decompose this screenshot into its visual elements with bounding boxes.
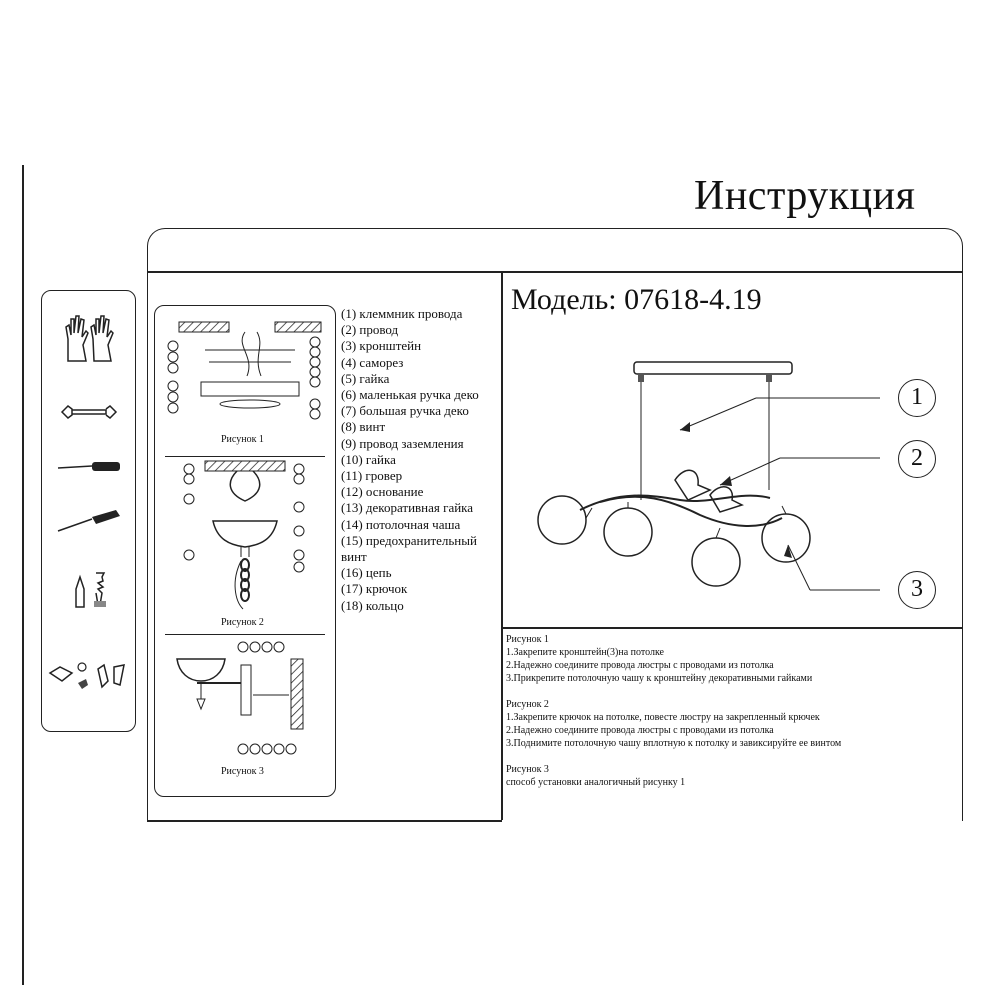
- figure-3-diagram: [165, 639, 325, 764]
- parts-item: (9) провод заземления: [341, 435, 464, 451]
- tools-panel: [41, 290, 136, 732]
- parts-item: (2) провод: [341, 322, 399, 338]
- instruction-line: Рисунок 3: [506, 764, 549, 775]
- instruction-line: [506, 750, 841, 763]
- frame-vertical-divider: [501, 271, 503, 820]
- connector-parts-icon: [48, 659, 130, 693]
- model-label: Модель: 07618-4.19: [511, 283, 762, 316]
- wrench-icon: [60, 404, 118, 420]
- frame-header-divider: [147, 271, 962, 273]
- frame-right-divider: [501, 627, 962, 629]
- figures-panel: [154, 305, 336, 797]
- parts-list: [341, 306, 479, 614]
- instruction-line: способ установки аналогичный рисунку 1: [506, 777, 686, 788]
- instruction-line: 2.Надежно соедините провода люстры с проводами из потолка: [506, 725, 774, 736]
- parts-item: (12) основание: [341, 484, 424, 500]
- page-left-rule: [22, 165, 24, 985]
- instruction-line: 1.Закрепите кронштейн(3)на потолке: [506, 647, 664, 658]
- parts-item: (11) гровер: [341, 468, 403, 484]
- instructions-text: [506, 633, 841, 789]
- parts-item: (4) саморез: [341, 354, 404, 370]
- page-title: Инструкция: [694, 173, 916, 219]
- parts-item: (13) декоративная гайка: [341, 500, 474, 516]
- gloves-icon: [64, 313, 116, 363]
- instruction-line: 1.Закрепите крючок на потолке, повесте люстру на закрепленный крючек: [506, 712, 820, 723]
- figure-2-diagram: [165, 461, 325, 616]
- screwdriver-flat-icon: [56, 461, 122, 473]
- parts-item: (7) большая ручка деко: [341, 403, 469, 419]
- instruction-line: 3.Прикрепите потолочную чашу к кронштейну декоративными гайками: [506, 673, 813, 684]
- instruction-line: Рисунок 1: [506, 634, 549, 645]
- callout-3: 3: [898, 571, 936, 609]
- instruction-line: 3.Поднимите потолочную чашу вплотную к потолку и завиксируйте ее винтом: [506, 738, 842, 749]
- figure-3-caption: Рисунок 3: [221, 766, 264, 777]
- parts-item: (6) маленькая ручка деко: [341, 387, 479, 403]
- figure-divider-1: [165, 456, 325, 457]
- parts-item: (16) цепь: [341, 565, 392, 581]
- chandelier-illustration: [520, 340, 960, 620]
- parts-item: (15) предохранительный: [341, 532, 477, 548]
- parts-item: (18) кольцо: [341, 597, 404, 613]
- frame-bottom-divider: [147, 820, 502, 822]
- parts-item: (17) крючок: [341, 581, 408, 597]
- parts-item: (3) кронштейн: [341, 338, 422, 354]
- parts-item: (5) гайка: [341, 370, 390, 386]
- figure-1-diagram: [165, 316, 325, 431]
- parts-item: (1) клеммник провода: [341, 306, 463, 321]
- instruction-line: [506, 685, 841, 698]
- parts-item: (14) потолочная чаша: [341, 516, 461, 532]
- screwdriver-phillips-icon: [56, 509, 122, 535]
- callout-2: 2: [898, 440, 936, 478]
- parts-item: винт: [341, 549, 367, 565]
- screw-anchor-icon: [72, 571, 112, 611]
- callout-1: 1: [898, 379, 936, 417]
- figure-1-caption: Рисунок 1: [221, 434, 264, 445]
- parts-item: (10) гайка: [341, 451, 396, 467]
- parts-item: (8) винт: [341, 419, 386, 435]
- instruction-line: Рисунок 2: [506, 699, 549, 710]
- figure-2-caption: Рисунок 2: [221, 617, 264, 628]
- instruction-line: 2.Надежно соедините провода люстры с проводами из потолка: [506, 660, 774, 671]
- figure-divider-2: [165, 634, 325, 635]
